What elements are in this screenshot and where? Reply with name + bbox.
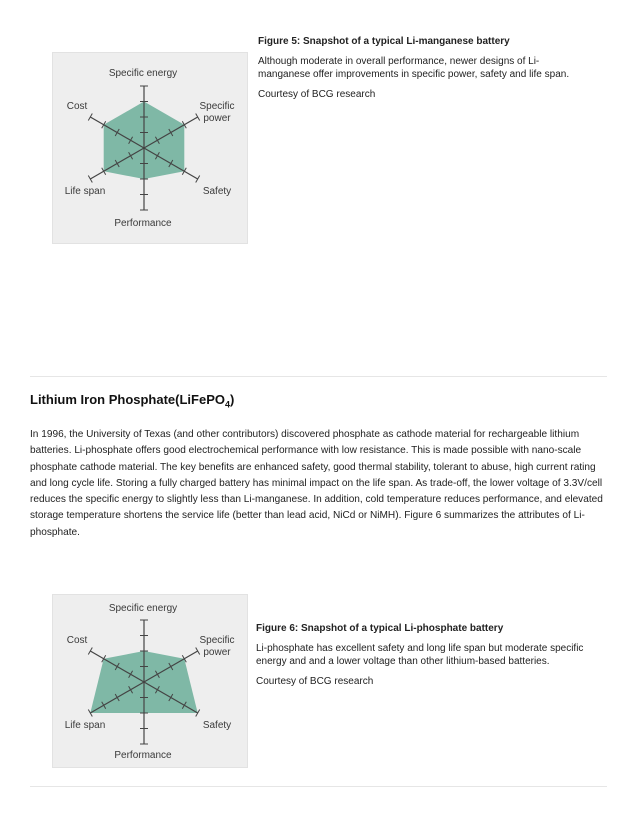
section-body: In 1996, the University of Texas (and other contributors) discovered phosphate as cathode material for rechargeable lithium batteries. Li-phosphate offers good electrochemical performance with low resistance. This is made possible with nano-scale phosphate cathode material. The key benefits are enhanced safety, good thermal stability, tolerant to abuse, high current rating and long cycle life. Storing a fully charged battery has minimal impact on the life span. As trade-off, the lower voltage of 3.3V/cell reduces the specific energy to slightly less than Li-manganese. In addition, cold temperature reduces performance, and elevated storage temperature shortens the service life (better than lead acid, NiCd or NiMH). Figure 6 summarizes the attributes of Li-phosphate. bbox=[30, 429, 603, 538]
axis-label-safety: Safety bbox=[202, 186, 232, 197]
figure-5-title: Figure 5: Snapshot of a typical Li-manganese battery bbox=[258, 36, 510, 47]
divider-top bbox=[30, 376, 607, 377]
figure-5-radar-chart bbox=[52, 52, 248, 244]
figure-6-chart-svg bbox=[53, 595, 247, 767]
figure-6-radar-chart bbox=[52, 594, 248, 768]
axis-label-performance: Performance bbox=[114, 218, 172, 229]
figure-6-description: Li-phosphate has excellent safety and long life span but moderate specific energy and and a lower voltage than other lithium-based batteries. bbox=[256, 643, 584, 667]
axis-label-specific-power: Specific power bbox=[199, 635, 235, 658]
axis-label-cost: Cost bbox=[66, 101, 88, 112]
axis-label-life-span: Life span bbox=[64, 186, 106, 197]
figure-6-title: Figure 6: Snapshot of a typical Li-phosphate battery bbox=[256, 623, 504, 634]
figure-6-credit: Courtesy of BCG research bbox=[256, 676, 374, 687]
figure-6-caption bbox=[256, 622, 586, 688]
divider-bottom bbox=[30, 786, 607, 787]
axis-tick bbox=[88, 114, 92, 121]
figure-5-description: Although moderate in overall performance, newer designs of Li-manganese offer improvements in specific power, safety and life span. bbox=[258, 56, 570, 80]
axis-label-specific-energy: Specific energy bbox=[108, 68, 178, 79]
axis-label-cost: Cost bbox=[66, 635, 88, 646]
section-title-subscript: 4 bbox=[225, 399, 231, 410]
axis-tick bbox=[88, 176, 92, 183]
axis-tick bbox=[196, 176, 200, 183]
axis-label-safety: Safety bbox=[202, 720, 232, 731]
section-title-main: Lithium Iron Phosphate(LiFePO bbox=[30, 392, 225, 407]
figure-5-chart-svg bbox=[53, 53, 247, 243]
axis-label-life-span: Life span bbox=[64, 720, 106, 731]
axis-label-specific-power: Specific power bbox=[199, 101, 235, 124]
section-title bbox=[30, 392, 234, 410]
axis-tick bbox=[88, 648, 92, 655]
axis-tick bbox=[196, 648, 200, 655]
figure-5-caption bbox=[258, 35, 588, 101]
axis-label-performance: Performance bbox=[114, 750, 172, 761]
section-title-end: ) bbox=[230, 392, 235, 407]
axis-tick bbox=[196, 114, 200, 121]
figure-5-credit: Courtesy of BCG research bbox=[258, 89, 376, 100]
axis-label-specific-energy: Specific energy bbox=[108, 603, 178, 614]
